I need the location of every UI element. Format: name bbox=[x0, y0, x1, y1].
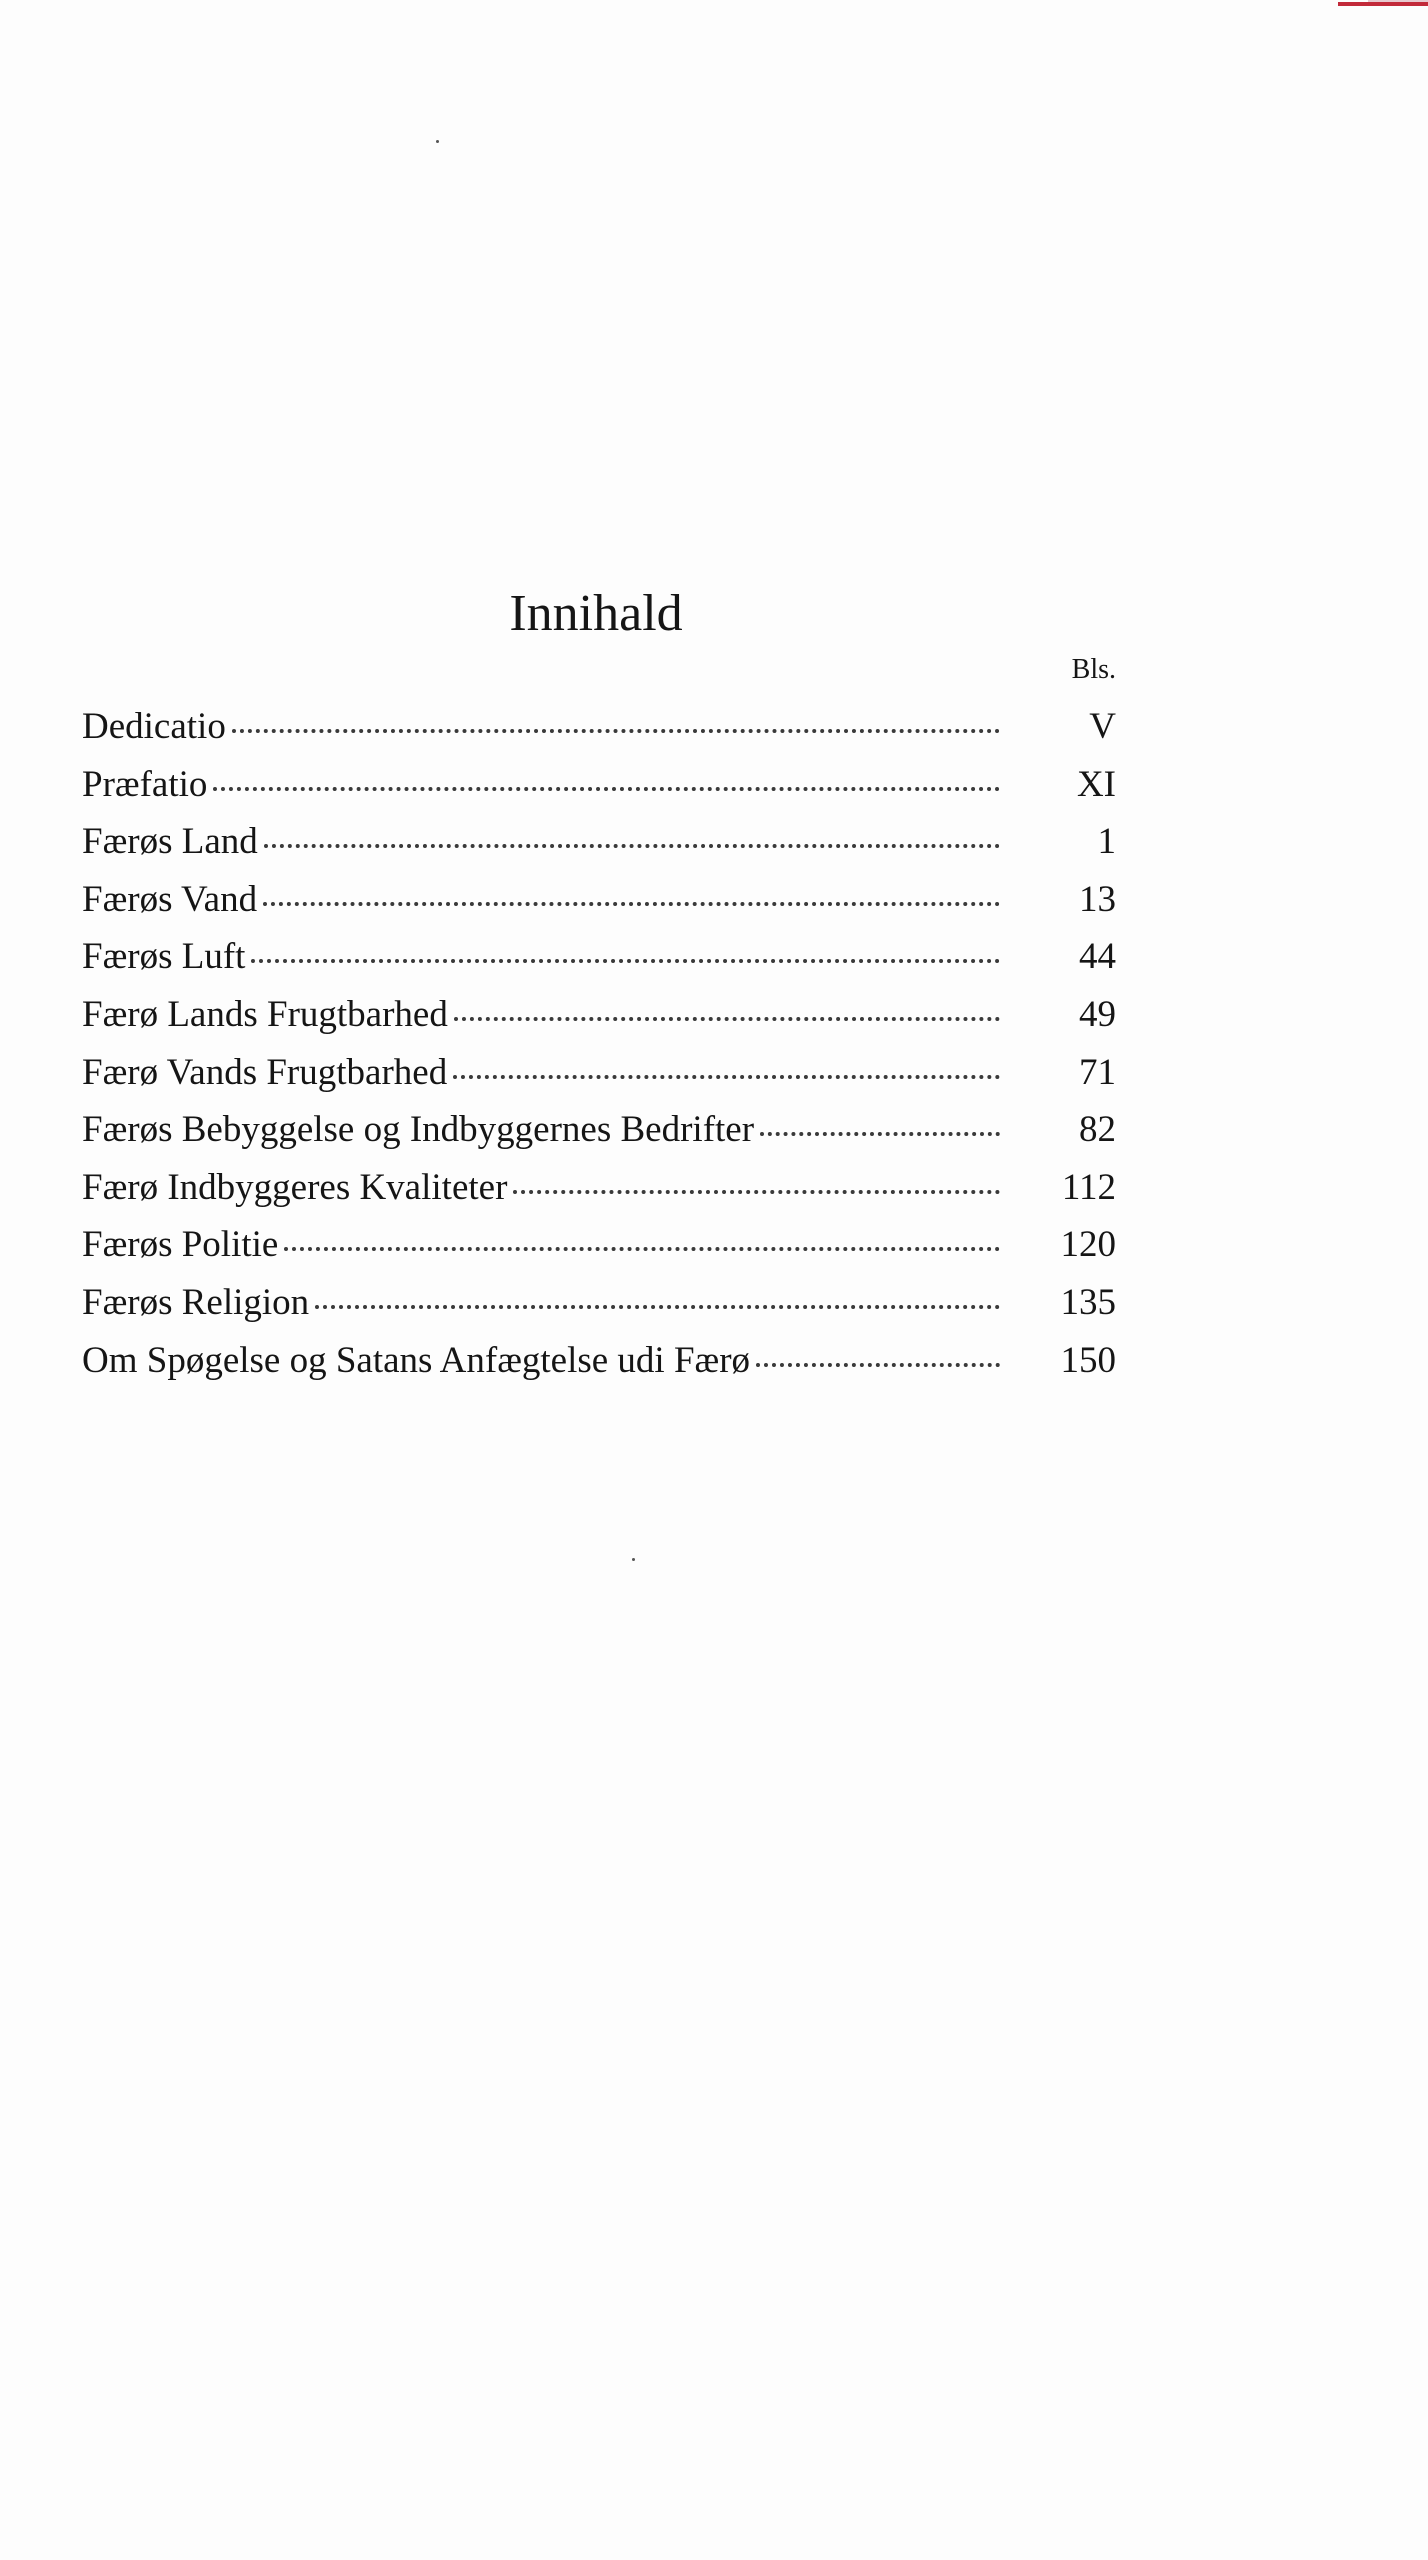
toc-entry[interactable] bbox=[82, 1101, 1116, 1159]
toc-entry-page: 49 bbox=[1079, 993, 1116, 1035]
toc-entry-page: 82 bbox=[1079, 1109, 1116, 1151]
toc-entry[interactable] bbox=[82, 1274, 1116, 1332]
toc-entry-label: Færøs Bebyggelse og Indbyggernes Bedrifter bbox=[82, 1109, 755, 1151]
dot-leader bbox=[453, 1075, 1000, 1079]
toc-entry-page: XI bbox=[1076, 763, 1116, 805]
dot-leader bbox=[232, 729, 1000, 733]
toc-entry[interactable] bbox=[82, 1216, 1116, 1274]
dot-leader bbox=[315, 1305, 1000, 1309]
corner-color-mark bbox=[1333, 0, 1428, 10]
table-of-contents bbox=[82, 698, 1116, 1389]
toc-entry-label: Færøs Land bbox=[82, 821, 258, 863]
toc-entry-label: Dedicatio bbox=[82, 706, 226, 747]
dust-speck bbox=[436, 140, 439, 143]
toc-entry-label: Præfatio bbox=[82, 763, 208, 805]
dust-speck bbox=[632, 1558, 635, 1561]
toc-entry-label: Om Spøgelse og Satans Anfægtelse udi Færø bbox=[82, 1339, 751, 1381]
toc-entry-page: 150 bbox=[1060, 1339, 1116, 1381]
toc-entry-label: Færø Lands Frugtbarhed bbox=[82, 993, 448, 1035]
dot-leader bbox=[213, 787, 1000, 791]
toc-entry-page: 71 bbox=[1079, 1051, 1116, 1093]
toc-entry-label: Færø Vands Frugtbarhed bbox=[82, 1051, 448, 1093]
toc-entry-label: Færø Indbyggeres Kvaliteter bbox=[82, 1166, 508, 1208]
toc-entry[interactable] bbox=[82, 698, 1116, 756]
toc-entry[interactable] bbox=[82, 871, 1116, 929]
dot-leader bbox=[251, 959, 1000, 963]
dot-leader bbox=[513, 1190, 1000, 1194]
dot-leader bbox=[756, 1363, 1000, 1367]
dot-leader bbox=[760, 1132, 1000, 1136]
toc-entry-page: 44 bbox=[1079, 936, 1116, 978]
toc-entry[interactable] bbox=[82, 1159, 1116, 1217]
dot-leader bbox=[263, 902, 1000, 906]
toc-entry-label: Færøs Luft bbox=[82, 936, 246, 978]
dot-leader bbox=[454, 1017, 1000, 1021]
page-column-heading: Bls. bbox=[1071, 654, 1116, 685]
toc-entry-page: V bbox=[1089, 706, 1116, 747]
toc-entry[interactable] bbox=[82, 928, 1116, 986]
toc-entry[interactable] bbox=[82, 1332, 1116, 1390]
toc-entry[interactable] bbox=[82, 1044, 1116, 1102]
toc-entry[interactable] bbox=[82, 756, 1116, 814]
toc-entry-page: 112 bbox=[1061, 1166, 1116, 1208]
corner-mark-red bbox=[1338, 2, 1428, 6]
toc-entry-page: 1 bbox=[1097, 821, 1116, 863]
toc-entry-label: Færøs Politie bbox=[82, 1224, 279, 1266]
dot-leader bbox=[264, 844, 1000, 848]
page-title: Innihald bbox=[509, 585, 683, 642]
toc-entry-page: 13 bbox=[1079, 878, 1116, 920]
toc-entry[interactable] bbox=[82, 813, 1116, 871]
toc-entry-label: Færøs Religion bbox=[82, 1281, 310, 1323]
toc-entry-page: 135 bbox=[1060, 1281, 1116, 1323]
toc-entry-page: 120 bbox=[1060, 1224, 1116, 1266]
toc-entry-label: Færøs Vand bbox=[82, 878, 258, 920]
dot-leader bbox=[284, 1247, 1000, 1251]
toc-entry[interactable] bbox=[82, 986, 1116, 1044]
